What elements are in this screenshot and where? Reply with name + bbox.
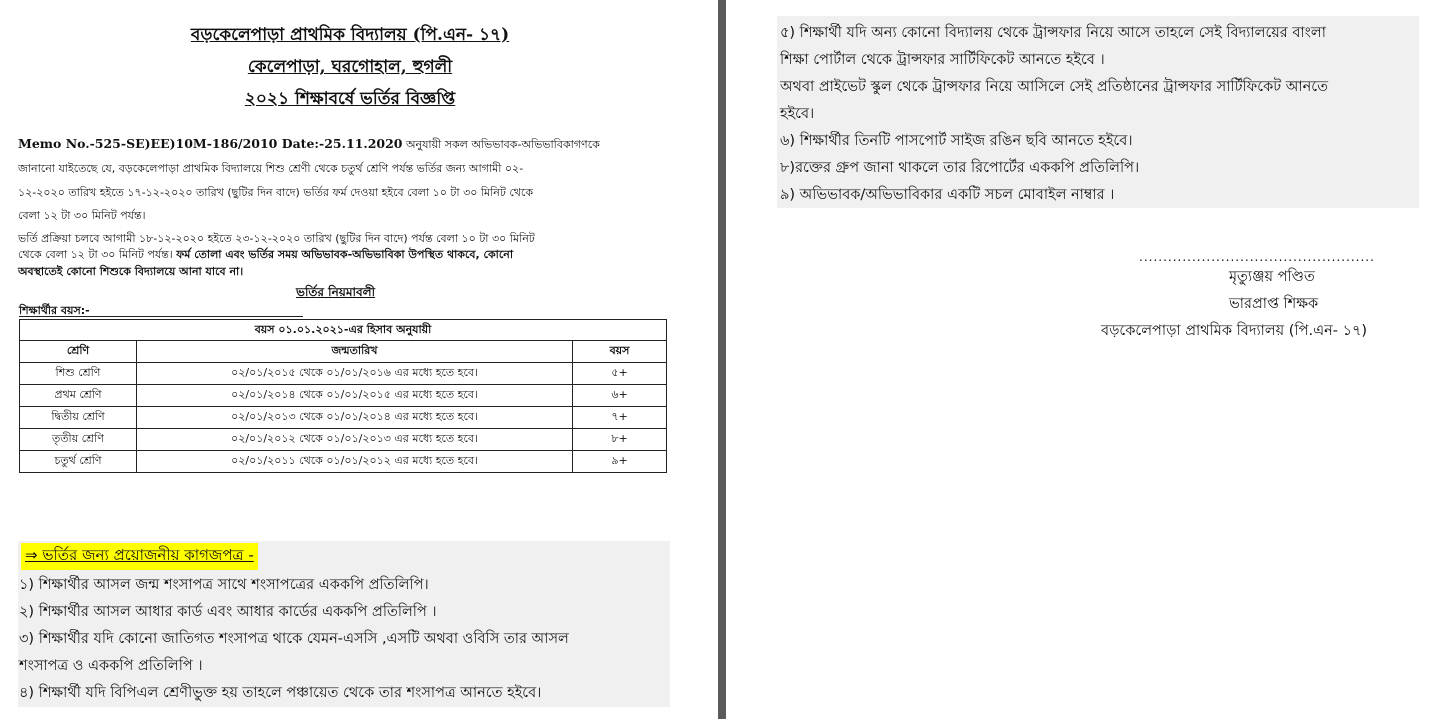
notice-line-2: জানানো যাইতেছে যে, বড়কেলেপাড়া প্রাথমিক বিদ্যালয়ে শিশু শ্রেণী থেকে চতুর্থ শ্রেণি পর্যন্ত ভর্তির জন্য আগামী ০২- [18, 162, 524, 175]
notice-line-6-text: থেকে বেলা ১২ টা ৩০ মিনিট পর্যন্ত। [18, 248, 177, 261]
school-name: বড়কেলেপাড়া প্রাথমিক বিদ্যালয় (পি.এন- ১৭) [190, 25, 510, 45]
notice-line-5: ভর্তি প্রক্রিয়া চলবে আগামী ১৮-১২-২০২০ হইতে ২৩-১২-২০২০ তারিখ (ছুটির দিন বাদে) পর্যন্ত বেলা ১০ টা ৩০ মিনিট [18, 232, 535, 245]
notice-title: ২০২১ শিক্ষাবর্ষে ভর্তির বিজ্ঞপ্তি [244, 89, 456, 109]
signature-line: ................................................. [1139, 250, 1375, 264]
document-line-5-alt: অথবা প্রাইভেট স্কুল থেকে ট্রান্সফার নিয়ে আসিলে সেই প্রতিষ্ঠানের ট্রান্সফার সার্টিফিকেট আনতে [780, 79, 1329, 95]
age-table-caption: বয়স ০১.০১.২০২১-এর হিসাব অনুযায়ী [20, 320, 667, 341]
table-cell: ০২/০১/২০১২ থেকে ০১/০১/২০১৩ এর মধ্যে হতে হবে। [137, 429, 573, 451]
table-cell: ০২/০১/২০১১ থেকে ০১/০১/২০১২ এর মধ্যে হতে হবে। [137, 451, 573, 473]
table-row [20, 385, 667, 407]
col-header-class: শ্রেণি [20, 341, 137, 363]
table-cell: প্রথম শ্রেণি [20, 385, 137, 407]
rules-title: ভর্তির নিয়মাবলী [296, 285, 376, 299]
table-row [20, 407, 667, 429]
document-line-4: ৪) শিক্ষার্থী যদি বিপিএল শ্রেণীভুক্ত হয় তাহলে পঞ্চায়েত থেকে তার শংসাপত্র আনতে হইবে। [19, 685, 542, 701]
table-cell: ৫+ [573, 363, 667, 385]
table-cell: দ্বিতীয় শ্রেণি [20, 407, 137, 429]
age-label: শিক্ষার্থীর বয়স:- [19, 304, 90, 317]
table-cell: ৮+ [573, 429, 667, 451]
document-line-5: ৫) শিক্ষার্থী যদি অন্য কোনো বিদ্যালয় থেকে ট্রান্সফার নিয়ে আসে তাহলে সেই বিদ্যালয়ের বাংলা [780, 25, 1326, 41]
document-line-3-cont: শংসাপত্র ও এককপি প্রতিলিপি । [19, 658, 203, 674]
document-line-8: ৮)রক্তের গ্রুপ জানা থাকলে তার রিপোর্টের এককপি প্রতিলিপি। [780, 160, 1140, 176]
col-header-age: বয়স [573, 341, 667, 363]
col-header-dob: জন্মতারিখ [137, 341, 573, 363]
table-row [20, 429, 667, 451]
age-table [19, 319, 667, 473]
document-line-3: ৩) শিক্ষার্থীর যদি কোনো জাতিগত শংসাপত্র থাকে যেমন-এসসি ,এসটি অথবা ওবিসি তার আসল [19, 631, 569, 647]
table-cell: ০২/০১/২০১৪ থেকে ০১/০১/২০১৫ এর মধ্যে হতে হবে। [137, 385, 573, 407]
signer-role: ভারপ্রাপ্ত শিক্ষক [1229, 296, 1319, 312]
notice-line-6-bold: ফর্ম তোলা এবং ভর্তির সময় অভিভাবক-অভিভাবিকা উপস্থিত থাকবে, কোনো [176, 248, 514, 261]
table-cell: ০২/০১/২০১৩ থেকে ০১/০১/২০১৪ এর মধ্যে হতে হবে। [137, 407, 573, 429]
notice-line-7: অবস্থাতেই কোনো শিশুকে বিদ্যালয়ে আনা যাবে না। [18, 265, 244, 278]
school-address: কেলেপাড়া, ঘরগোহাল, হুগলী [247, 57, 453, 77]
documents-title: ⇒ ভর্তির জন্য প্রয়োজনীয় কাগজপত্র - [21, 543, 258, 570]
table-row [20, 363, 667, 385]
document-line-5-alt-cont: হইবে। [780, 106, 815, 122]
age-label-underline [19, 316, 303, 317]
notice-line-4: বেলা ১২ টা ৩০ মিনিট পর্যন্ত। [18, 209, 146, 222]
signer-name: মৃত্যুঞ্জয় পণ্ডিত [1229, 269, 1315, 285]
document-line-9: ৯) অভিভাবক/অভিভাবিকার একটি সচল মোবাইল নাম্বার । [780, 187, 1115, 203]
document-line-1: ১) শিক্ষার্থীর আসল জন্ম শংসাপত্র সাথে শংসাপত্রের এককপি প্রতিলিপি। [19, 577, 429, 593]
table-cell: চতুর্থ শ্রেণি [20, 451, 137, 473]
table-cell: ৭+ [573, 407, 667, 429]
table-cell: ০২/০১/২০১৫ থেকে ০১/০১/২০১৬ এর মধ্যে হতে হবে। [137, 363, 573, 385]
document-line-6: ৬) শিক্ষার্থীর তিনটি পাসপোর্ট সাইজ রঙিন ছবি আনতে হইবে। [780, 133, 1133, 149]
table-cell: ৬+ [573, 385, 667, 407]
memo-suffix: অনুযায়ী সকল অভিভাবক-অভিভাবিকাগণকে [402, 138, 600, 151]
page-divider [718, 0, 726, 719]
table-row [20, 451, 667, 473]
document-line-5-cont: শিক্ষা পোর্টাল থেকে ট্রান্সফার সার্টিফিকেট আনতে হইবে । [780, 52, 1105, 68]
table-cell: শিশু শ্রেণি [20, 363, 137, 385]
notice-line-3: ১২-২০২০ তারিখ হইতে ১৭-১২-২০২০ তারিখ (ছুটির দিন বাদে) ভর্তির ফর্ম দেওয়া হইবে বেলা ১০ টা ৩০ মিনিট থেকে [18, 186, 534, 199]
notice-line-6 [18, 248, 513, 262]
signer-school: বড়কেলেপাড়া প্রাথমিক বিদ্যালয় (পি.এন- ১৭) [1101, 323, 1368, 339]
memo-number: Memo No.-525-SE)EE)10M-186/2010 Date:-25.11.2020 [18, 136, 403, 151]
table-cell: তৃতীয় শ্রেণি [20, 429, 137, 451]
memo-line [18, 137, 600, 152]
table-cell: ৯+ [573, 451, 667, 473]
document-line-2: ২) শিক্ষার্থীর আসল আধার কার্ড এবং আধার কার্ডের এককপি প্রতিলিপি । [19, 604, 437, 620]
